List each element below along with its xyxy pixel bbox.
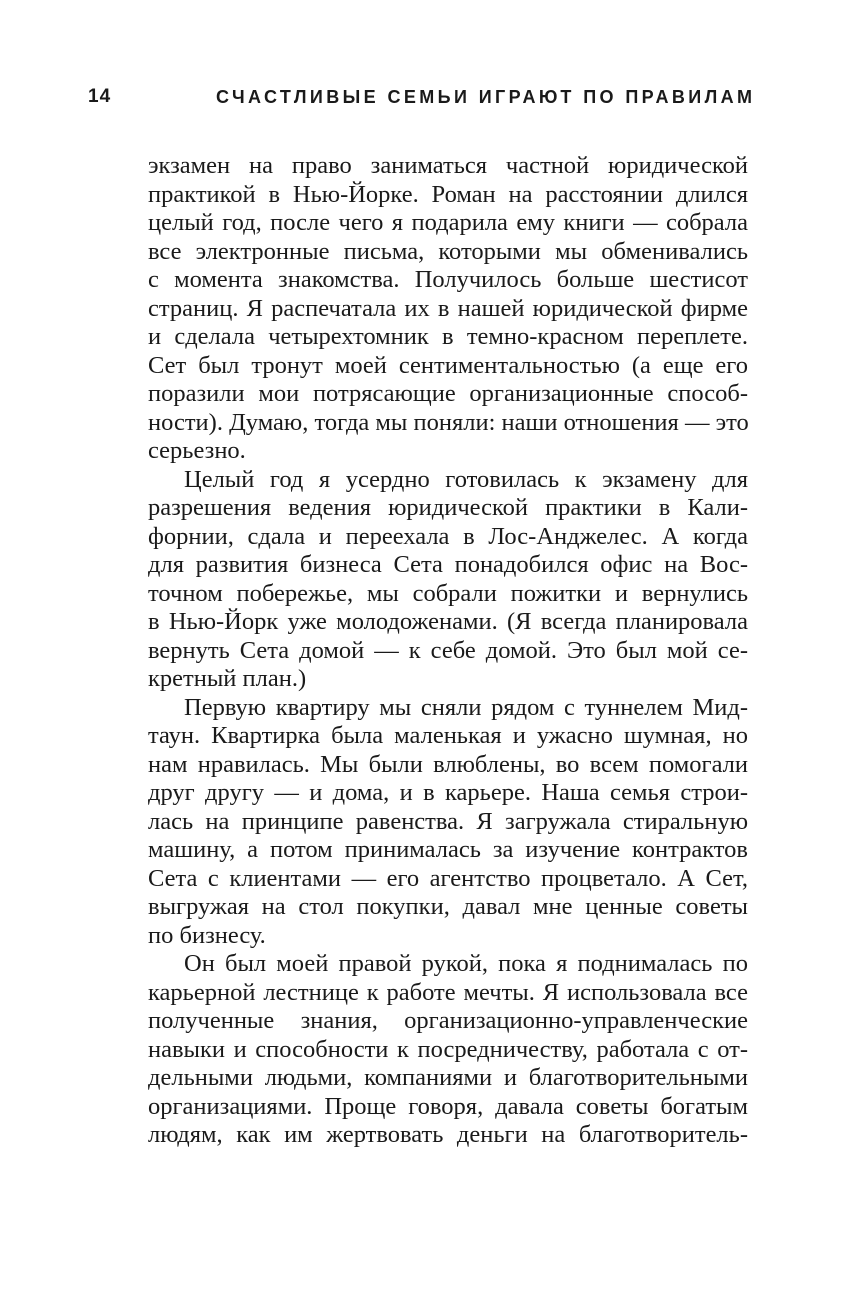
text-line: друг другу — и дома, и в карьере. Наша семья строи- bbox=[148, 779, 748, 806]
paragraph-1 bbox=[148, 152, 748, 466]
text-line: людям, как им жертвовать деньги на благотворитель- bbox=[148, 1121, 748, 1148]
text-line: Сет был тронут моей сентиментальностью (а еще его bbox=[148, 351, 748, 379]
text-line: дельными людьми, компаниями и благотворительными bbox=[148, 1064, 748, 1091]
text-line: для развития бизнеса Сета понадобился офис на Вос- bbox=[148, 551, 748, 578]
text-line: разрешения ведения юридической практики в Кали- bbox=[148, 494, 748, 521]
text-line: навыки и способности к посредничеству, работала с от- bbox=[148, 1035, 748, 1063]
paragraph-3 bbox=[148, 694, 748, 951]
text-line: Он был моей правой рукой, пока я поднималась по bbox=[184, 950, 748, 977]
page-header bbox=[0, 82, 844, 112]
text-line: Сета с клиентами — его агентство процветало. А Сет, bbox=[148, 864, 748, 892]
text-line: и сделала четырехтомник в темно-красном переплете. bbox=[148, 323, 748, 350]
text-line: Целый год я усердно готовилась к экзамену для bbox=[184, 465, 748, 493]
running-title: СЧАСТЛИВЫЕ СЕМЬИ ИГРАЮТ ПО ПРАВИЛАМ bbox=[216, 87, 756, 107]
text-line: ности). Думаю, тогда мы поняли: наши отношения — это bbox=[148, 408, 749, 436]
text-line: вернуть Сета домой — к себе домой. Это был мой се- bbox=[148, 636, 748, 664]
paragraph-4 bbox=[148, 950, 748, 1150]
text-line: выгружая на стол покупки, давал мне ценные советы bbox=[148, 893, 748, 920]
text-line: Первую квартиру мы сняли рядом с туннелем Мид- bbox=[184, 693, 748, 721]
body-text bbox=[148, 152, 748, 1150]
text-line: кретный план.) bbox=[148, 665, 307, 692]
text-line: карьерной лестнице к работе мечты. Я использовала все bbox=[148, 978, 748, 1006]
text-line: машину, а потом принималась за изучение контрактов bbox=[148, 836, 748, 863]
text-line: страниц. Я распечатала их в нашей юридической фирме bbox=[148, 294, 748, 322]
text-line: серьезно. bbox=[148, 437, 246, 464]
text-line: точном побережье, мы собрали пожитки и вернулись bbox=[148, 579, 748, 607]
text-line: практикой в Нью-Йорке. Роман на расстоянии длился bbox=[148, 180, 748, 208]
text-line: поразили мои потрясающие организационные способ- bbox=[148, 380, 748, 407]
page-number: 14 bbox=[88, 86, 112, 107]
text-line: таун. Квартирка была маленькая и ужасно шумная, но bbox=[148, 722, 748, 749]
text-line: все электронные письма, которыми мы обменивались bbox=[148, 237, 748, 265]
text-line: в Нью-Йорк уже молодоженами. (Я всегда планировала bbox=[148, 608, 748, 635]
text-line: с момента знакомства. Получилось больше шестисот bbox=[148, 266, 748, 293]
paragraph-2 bbox=[148, 466, 748, 694]
text-line: целый год, после чего я подарила ему книги — собрала bbox=[148, 209, 748, 236]
text-line: организациями. Проще говоря, давала советы богатым bbox=[148, 1092, 748, 1120]
text-line: по бизнесу. bbox=[148, 921, 266, 949]
text-line: полученные знания, организационно-управленческие bbox=[148, 1007, 748, 1034]
text-line: нам нравилась. Мы были влюблены, во всем помогали bbox=[148, 750, 748, 778]
text-line: форнии, сдала и переехала в Лос-Анджелес. А когда bbox=[148, 522, 748, 550]
text-line: лась на принципе равенства. Я загружала стиральную bbox=[148, 807, 748, 835]
text-line: экзамен на право заниматься частной юридической bbox=[148, 152, 748, 179]
